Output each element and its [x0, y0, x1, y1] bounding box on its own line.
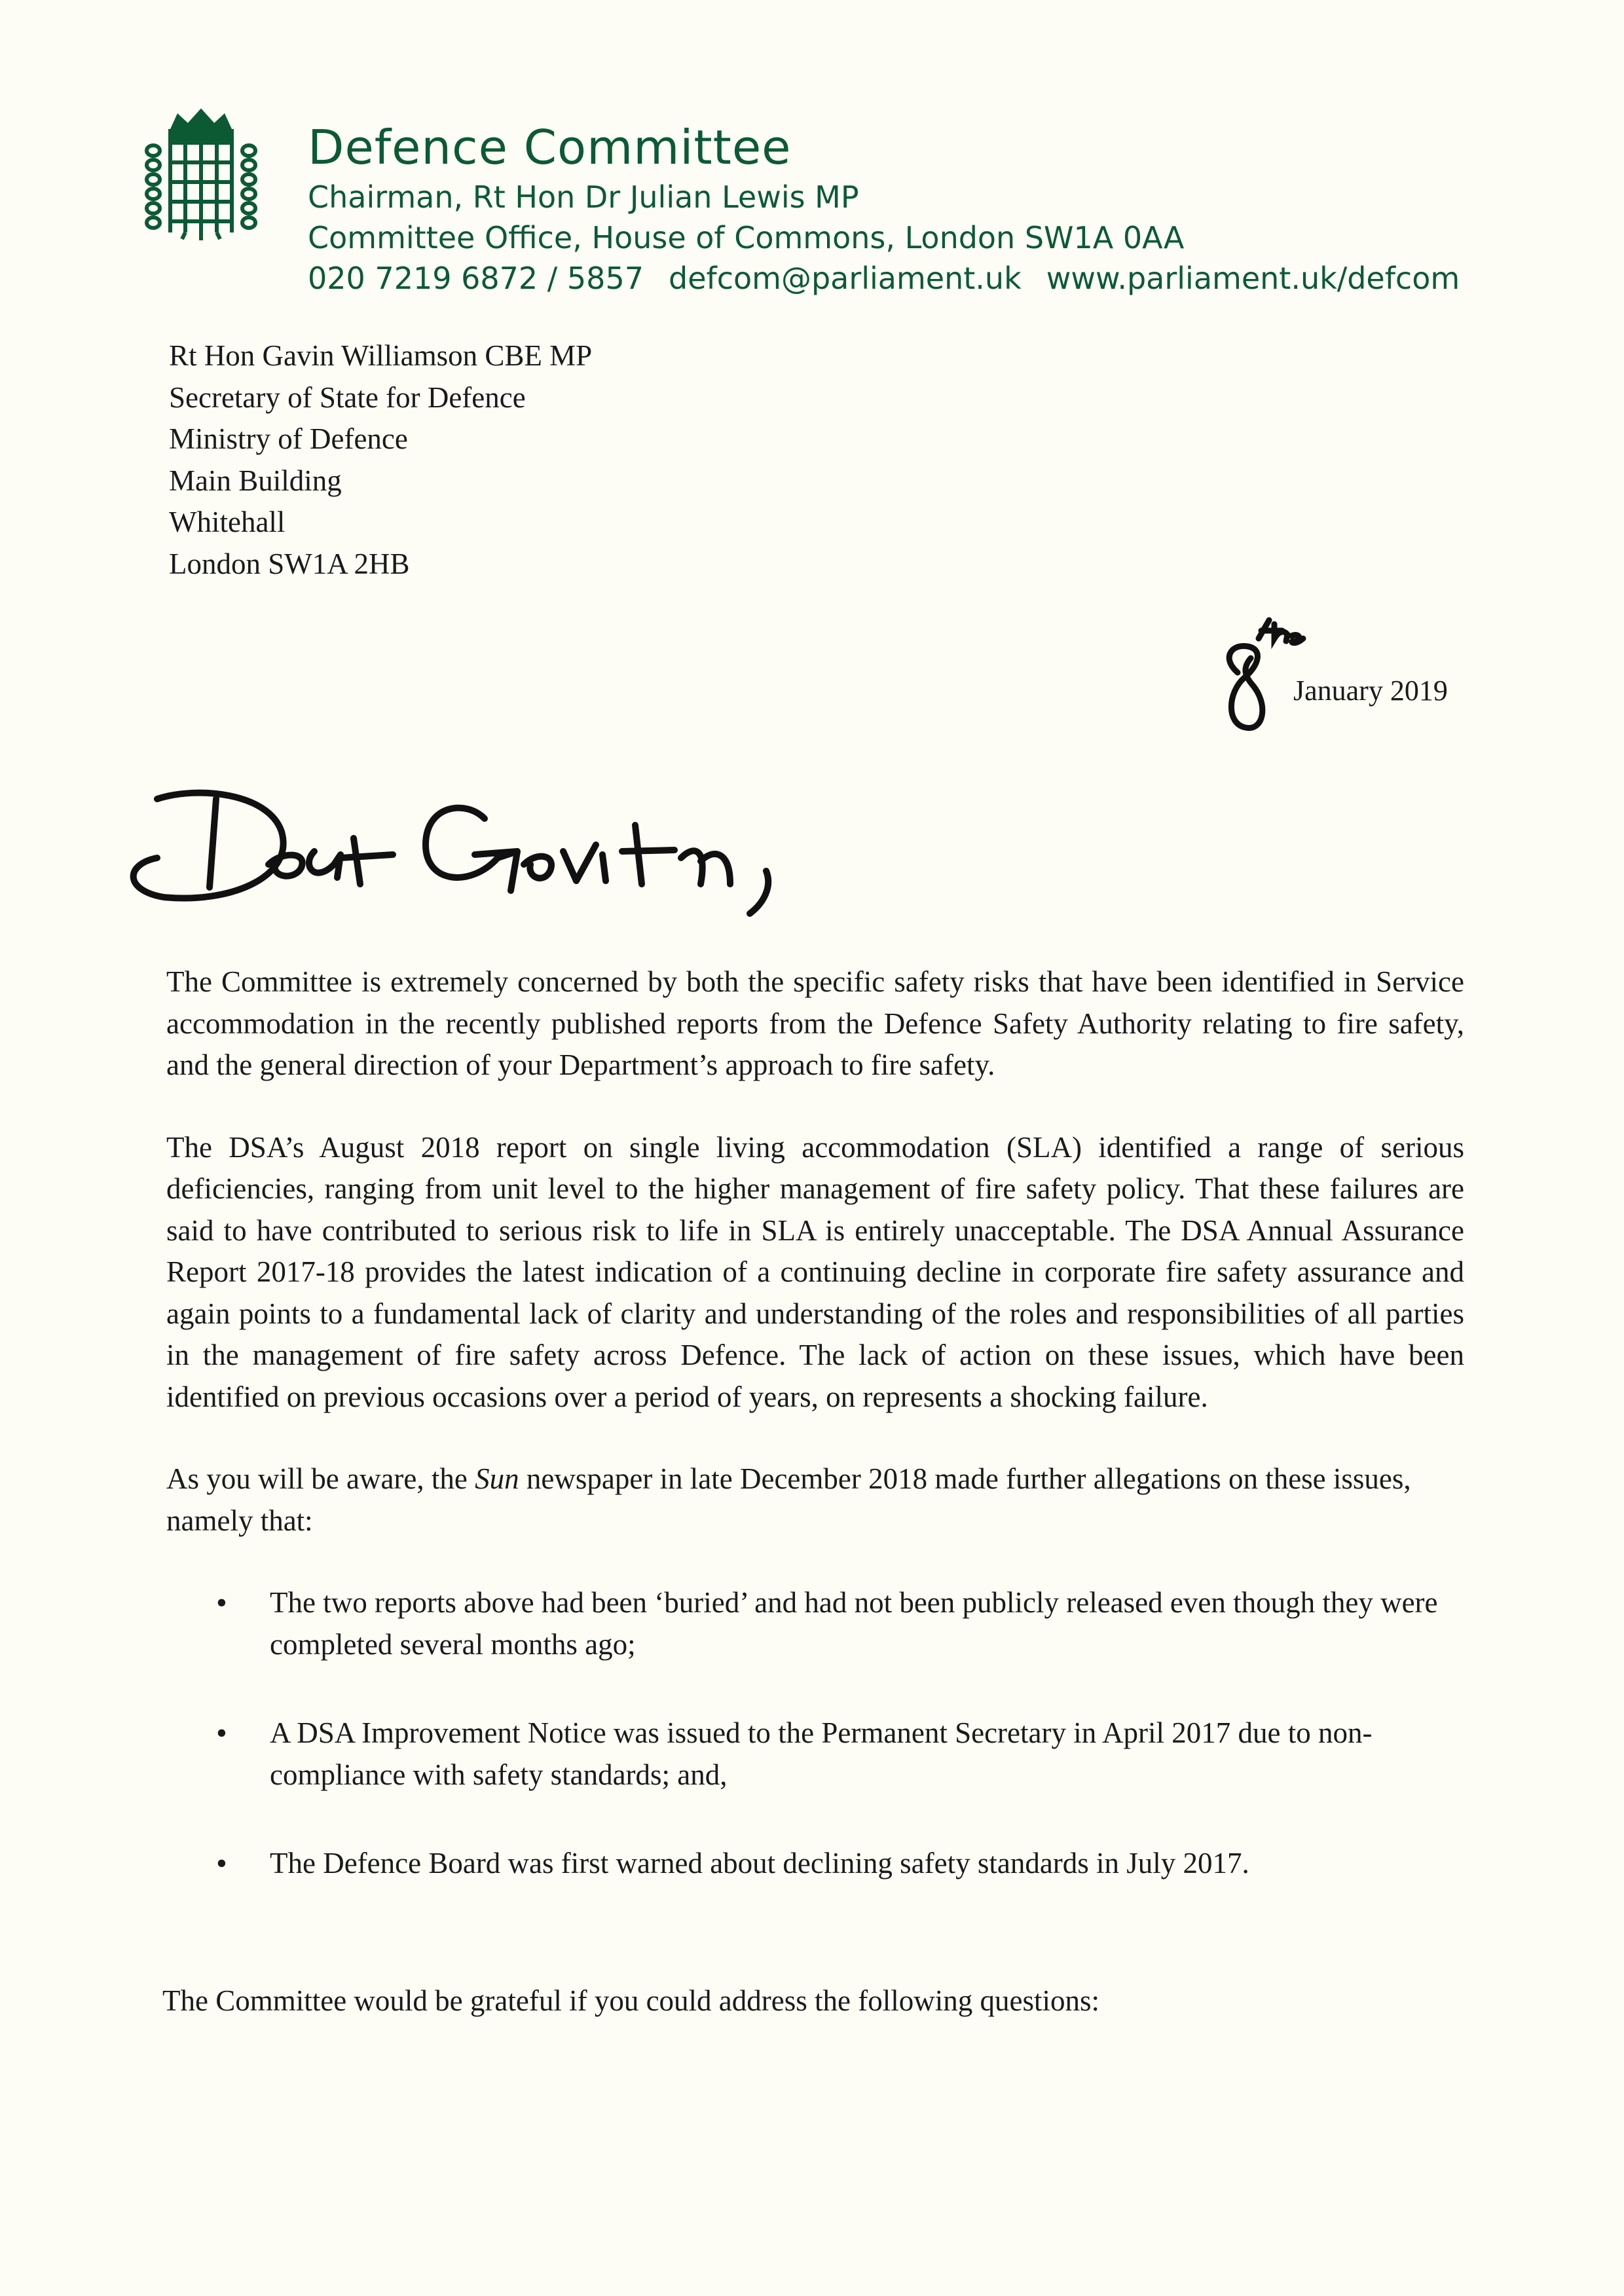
address-line: Secretary of State for Defence — [169, 380, 526, 414]
committee-title: Defence Committee — [308, 120, 792, 175]
recipient-address — [169, 335, 592, 585]
date-month-year: January 2019 — [1293, 675, 1448, 707]
phone-number: 020 7219 6872 / 5857 — [308, 261, 644, 296]
list-item: • The Defence Board was first warned about declining safety standards in July 2017. — [166, 1843, 1464, 1885]
office-address: Committee Office, House of Commons, London SW1A 0AA — [308, 220, 1185, 255]
letterhead — [308, 118, 1485, 299]
paragraph-2: The DSA’s August 2018 report on single living accommodation (SLA) identified a range of serious deficiencies, ranging from unit level to the higher management of fire safety policy. That these failures are said to have contributed to serious risk to life in SLA is entirely unacceptable. The DSA Annual Assurance Report 2017-18 provides the latest indication of a continuing decline in corporate fire safety assurance and again points to a fundamental lack of clarity and understanding of the roles and responsibilities of all parties in the management of fire safety across Defence. The lack of action on these issues, which have been identified on previous occasions over a period of years, on represents a shocking failure. — [166, 1130, 1464, 1413]
address-line: Whitehall — [169, 506, 286, 538]
portcullis-icon — [139, 105, 263, 246]
address-line: Ministry of Defence — [169, 422, 408, 455]
newspaper-name: Sun — [475, 1462, 519, 1495]
letter-body — [166, 961, 1464, 1932]
list-item: • The two reports above had been ‘buried’ and had not been publicly released even though they were completed several months ago; — [166, 1582, 1464, 1665]
salutation-signature-graphic — [118, 773, 825, 950]
letter-date — [1218, 612, 1480, 743]
closing-line: The Committee would be grateful if you could address the following questions: — [162, 1984, 1099, 2017]
paragraph-3: As you will be aware, the Sun newspaper in late December 2018 made further allegations on these issues, namely that: — [166, 1462, 1411, 1537]
chairman-line: Chairman, Rt Hon Dr Julian Lewis MP — [308, 179, 859, 215]
paragraph-1: The Committee is extremely concerned by both the specific safety risks that have been identified in Service accommodation in the recently published reports from the Defence Safety Authority relating to fire safety, and the general direction of your Department’s approach to fire safety. — [166, 965, 1464, 1081]
address-line: London SW1A 2HB — [169, 547, 410, 580]
address-line: Rt Hon Gavin Williamson CBE MP — [169, 339, 593, 372]
website-link[interactable]: www.parliament.uk/defcom — [1046, 261, 1460, 296]
allegations-list — [166, 1582, 1464, 1885]
list-item: • A DSA Improvement Notice was issued to the Permanent Secretary in April 2017 due to non-compliance with safety standards; and, — [166, 1713, 1464, 1796]
contact-line — [308, 258, 1485, 299]
address-line: Main Building — [169, 464, 342, 497]
handwritten-salutation — [118, 773, 825, 950]
email-address[interactable]: defcom@parliament.uk — [669, 261, 1022, 296]
